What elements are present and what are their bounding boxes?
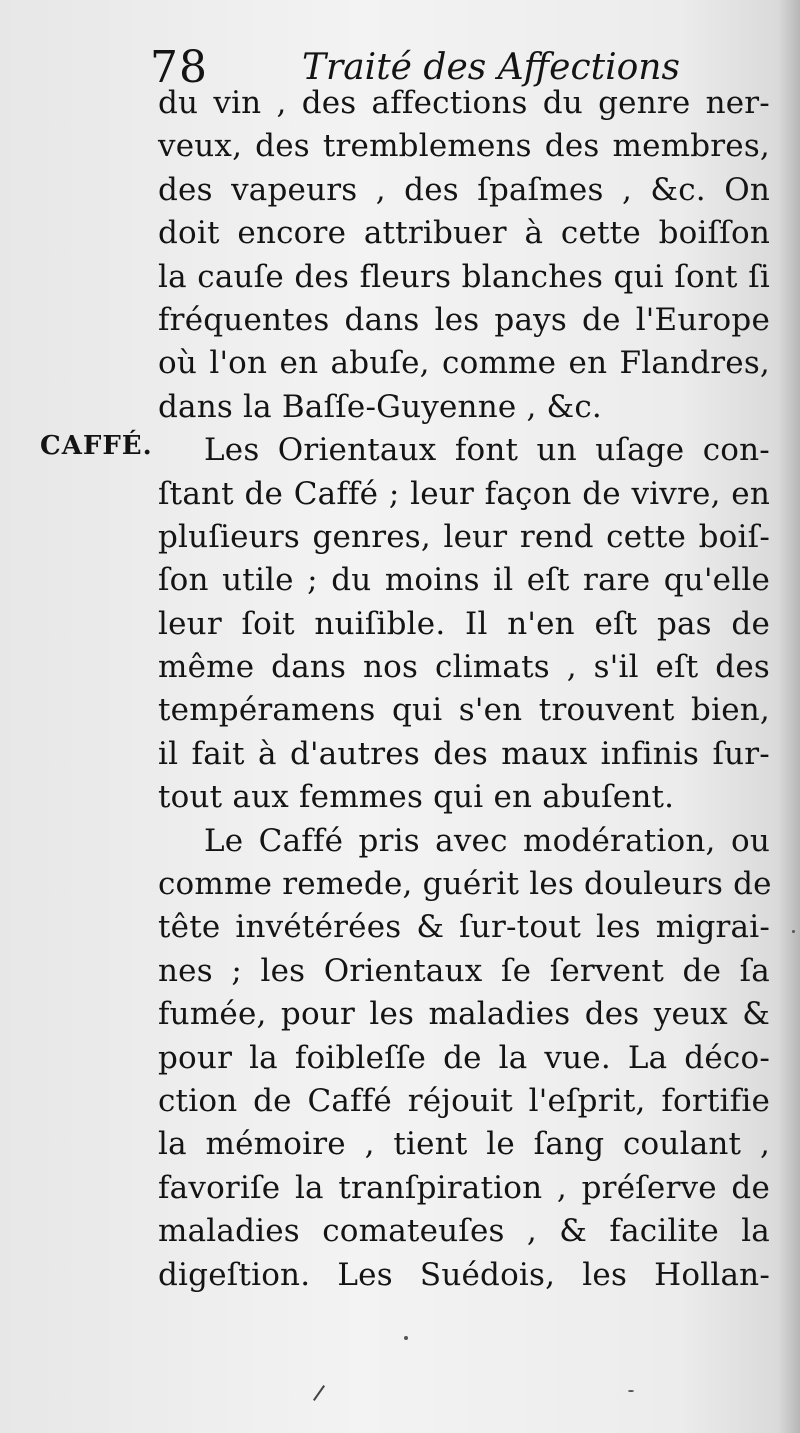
ink-speck [628, 1390, 634, 1392]
text-line: du vin , des affections du genre ner- [158, 85, 770, 121]
margin-note-caffe: CAFFÉ. [40, 431, 153, 461]
page-edge-shadow [778, 0, 800, 1433]
text-line: où l'on en abuſe, comme en Flandres, [158, 345, 770, 382]
ink-speck [404, 1336, 408, 1340]
text-line: maladies comateuſes , & facilite la [158, 1213, 770, 1250]
body-text [158, 82, 770, 1297]
text-line: tempéramens qui s'en trouvent bien, [158, 692, 770, 729]
text-line: ction de Caffé réjouit l'eſprit, fortifie [158, 1082, 770, 1119]
text-line: ſon utile ; du moins il eſt rare qu'elle [158, 562, 770, 599]
text-line: tête invétérées & ſur-tout les migrai- [158, 909, 770, 946]
text-line: favoriſe la tranſpiration , préſerve de [158, 1169, 770, 1206]
text-line: leur ſoit nuiſible. Il n'en eſt pas de [158, 605, 770, 642]
text-line: même dans nos climats , s'il eſt des [158, 649, 770, 686]
text-line: pluſieurs genres, leur rend cette boiſ- [158, 518, 770, 555]
text-line: veux, des tremblemens des membres, [158, 128, 770, 165]
running-title: Traité des Affections [302, 47, 680, 88]
text-line: il fait à d'autres des maux infinis ſur- [158, 735, 770, 772]
text-line: Les Orientaux font un uſage con- [204, 432, 770, 469]
text-line: nes ; les Orientaux ſe ſervent de ſa [158, 952, 770, 989]
paper-scratch [313, 1385, 325, 1401]
text-line: la cauſe des fleurs blanches qui ſont ſi [158, 258, 770, 295]
ink-speck [792, 930, 795, 933]
text-line: fumée, pour les maladies des yeux & [158, 996, 770, 1033]
text-line: tout aux femmes qui en abuſent. [158, 779, 675, 816]
text-line: doit encore attribuer à cette boiſſon [158, 215, 770, 252]
text-line: digeſtion. Les Suédois, les Hollan- [158, 1256, 770, 1293]
text-line: Le Caffé pris avec modération, ou [204, 822, 770, 859]
page-number: 78 [150, 42, 208, 93]
text-line: fréquentes dans les pays de l'Europe [158, 301, 770, 338]
text-line: la mémoire , tient le ſang coulant , [158, 1126, 770, 1163]
text-line: des vapeurs , des ſpaſmes , &c. On [158, 171, 770, 208]
text-line: comme remede, guérit les douleurs de [158, 866, 772, 903]
text-line: dans la Baſſe-Guyenne , &c. [158, 388, 602, 425]
text-line: ſtant de Caffé ; leur façon de vivre, en [158, 475, 770, 512]
text-line: pour la foibleſſe de la vue. La déco- [158, 1039, 770, 1076]
